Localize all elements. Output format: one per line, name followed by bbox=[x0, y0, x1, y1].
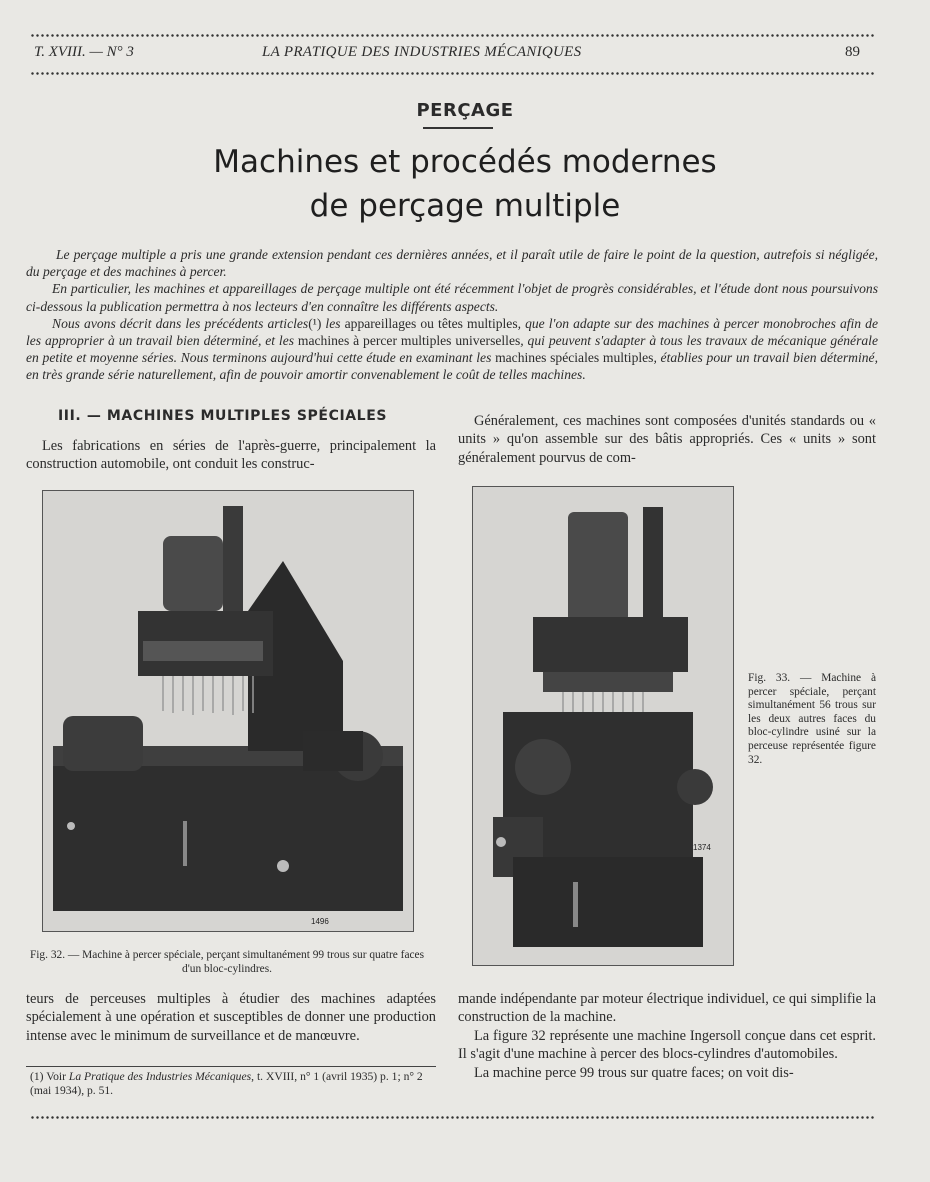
intro-p3-d: , que l'on adapte sur des machines à percer monobroches afin de les approprier à un travail bien déterminé, et les bbox=[26, 315, 878, 349]
footnote bbox=[30, 1070, 438, 1097]
intro-p3-e: machines à percer multiples universelles bbox=[297, 333, 521, 349]
article-title bbox=[0, 140, 930, 228]
intro-p3-f: , qui peuvent s'adapter à tous les travaux de mécanique générale en petite et moyenne séries. Nous terminons aujourd'hui cette étude en examinant les bbox=[26, 333, 878, 366]
footnote-journal: La Pratique des Industries Mécaniques bbox=[68, 1070, 252, 1083]
intro-p3-g: machines spéciales multiples bbox=[495, 350, 654, 366]
footer-rule bbox=[30, 1116, 876, 1119]
figure-33-photo bbox=[472, 486, 734, 966]
figure-32-caption: Fig. 32. — Machine à percer spéciale, perçant simultanément 99 trous sur quatre faces d'un bloc-cylindres. bbox=[29, 949, 425, 975]
left-column-bottom bbox=[26, 990, 436, 1045]
section-heading: III. — MACHINES MULTIPLES SPÉCIALES bbox=[58, 408, 388, 424]
rubric-underline bbox=[423, 127, 493, 129]
right-top-text: Généralement, ces machines sont composées d'unités standards ou « units » qu'on assemble sur des bâtis appropriés. Ces « units » sont généralement pourvus de com- bbox=[458, 413, 876, 466]
footnote-a: (1) Voir bbox=[30, 1070, 69, 1083]
intro-paragraphs bbox=[26, 246, 878, 384]
left-top-text: Les fabrications en séries de l'après-guerre, principalement la construction automobile, ont conduit les construc- bbox=[26, 438, 436, 473]
title-line-1: Machines et procédés modernes bbox=[213, 144, 717, 180]
drilling-machine-illustration-33 bbox=[473, 487, 733, 965]
figure-33-caption: Fig. 33. — Machine à percer spéciale, perçant simultanément 56 trous sur les deux autres faces du bloc-cylindre usiné sur la perceuse représentée figure 32. bbox=[748, 672, 876, 766]
right-bottom-p1: mande indépendante par moteur électrique individuel, ce qui simplifie la construction de la machine. bbox=[458, 991, 876, 1026]
intro-paragraph-3 bbox=[26, 315, 878, 384]
intro-p3-a: Nous avons décrit dans les précédents articles bbox=[52, 315, 309, 331]
figure-32-mark: 1496 bbox=[311, 917, 329, 926]
drilling-machine-illustration-32 bbox=[43, 491, 413, 931]
journal-title: LA PRATIQUE DES INDUSTRIES MÉCANIQUES bbox=[262, 44, 582, 60]
footnote-rule bbox=[26, 1066, 436, 1067]
right-column-bottom bbox=[458, 990, 876, 1082]
title-line-2: de perçage multiple bbox=[309, 188, 621, 224]
footnote-c: , t. XVIII, n° 1 (avril 1935) p. 1; n° 2 (mai 1934), p. 51. bbox=[30, 1070, 423, 1097]
figure-33-mark: 1374 bbox=[693, 843, 711, 852]
footnote-ref: (¹) bbox=[308, 315, 322, 331]
figure-32-photo bbox=[42, 490, 414, 932]
right-bottom-p2: La figure 32 représente une machine Ingersoll conçue dans cet esprit. Il s'agit d'une machine à percer des blocs-cylindres d'automobiles. bbox=[458, 1027, 876, 1063]
intro-p3-h: , établies pour un travail bien déterminé, en très grande série naturellement, afin de pouvoir amortir convenablement le coût de telles machines. bbox=[26, 350, 878, 383]
intro-p3-c: appareillages ou têtes multiples bbox=[344, 315, 518, 331]
header-bottom-rule bbox=[30, 72, 876, 75]
header-top-rule bbox=[30, 34, 876, 37]
left-column-top bbox=[26, 437, 436, 474]
intro-paragraph-2: En particulier, les machines et appareillages de perçage multiple ont été récemment l'objet de progrès considérables, et l'étude dont nous poursuivons ci-dessous la publication permettra à nos lecteurs d'en connaître les différents aspects. bbox=[26, 281, 878, 314]
right-column-top bbox=[458, 412, 876, 467]
right-bottom-p3: La machine perce 99 trous sur quatre faces; on voit dis- bbox=[474, 1064, 794, 1081]
volume-number: T. XVIII. — N° 3 bbox=[34, 44, 134, 60]
section-rubric: PERÇAGE bbox=[416, 100, 514, 121]
left-bottom-text: teurs de perceuses multiples à étudier des machines adaptées spécialement à une opération et susceptibles de donner une production intense avec le minimum de surveillance et de manœuvre. bbox=[26, 991, 436, 1044]
page-number: 89 bbox=[845, 44, 860, 60]
running-header bbox=[0, 44, 930, 66]
intro-p3-b: les bbox=[321, 315, 345, 331]
intro-paragraph-1: Le perçage multiple a pris une grande extension pendant ces dernières années, et il paraît utile de faire le point de la question, autrefois si négligée, du perçage et des machines à percer. bbox=[26, 247, 878, 280]
